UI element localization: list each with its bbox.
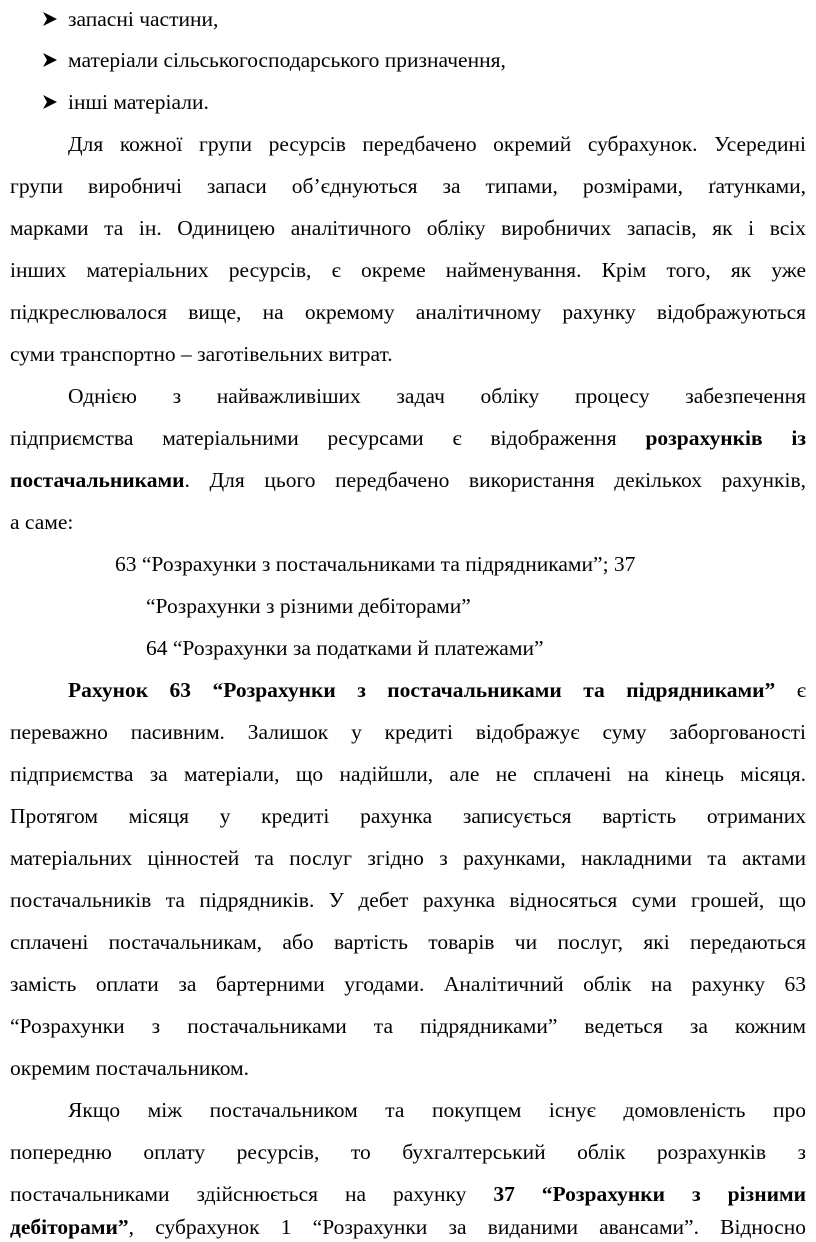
paragraph-line: дебіторами”, субрахунок 1 “Розрахунки за виданими авансами”. Відносно: [10, 1215, 806, 1239]
bold-phrase: дебіторами”: [10, 1215, 129, 1239]
paragraph-line: “Розрахунки з постачальниками та підрядниками” ведеться за кожним: [10, 1014, 806, 1038]
paragraph-line: Протягом місяця у кредиті рахунка записується вартість отриманих: [10, 804, 806, 828]
paragraph-line: постачальників та підрядників. У дебет рахунка відносяться суми грошей, що: [10, 888, 806, 912]
paragraph-line: підкреслювалося вище, на окремому аналітичному рахунку відображуються: [10, 300, 806, 324]
bullet-item: запасні частини,: [68, 7, 219, 31]
arrow-bullet-icon: [42, 87, 62, 117]
paragraph-line: постачальниками. Для цього передбачено використання декількох рахунків,: [10, 468, 806, 492]
paragraph-line: переважно пасивним. Залишок у кредиті відображує суму заборгованості: [10, 720, 806, 744]
paragraph-line: Для кожної групи ресурсів передбачено окремий субрахунок. Усередині: [68, 132, 806, 156]
bold-phrase: 37 “Розрахунки з різними: [493, 1182, 807, 1206]
paragraph-line: сплачені постачальникам, або вартість товарів чи послуг, які передаються: [10, 930, 806, 954]
paragraph-line: постачальниками здійснюється на рахунку 37 “Розрахунки з різними: [10, 1182, 807, 1206]
paragraph-line: суми транспортно – заготівельних витрат.: [10, 342, 393, 366]
bullet-item: інші матеріали.: [68, 90, 209, 114]
paragraph-line: Якщо між постачальником та покупцем існує домовленість про: [68, 1098, 806, 1122]
paragraph-line: марками та ін. Одиницею аналітичного обліку виробничих запасів, як і всіх: [10, 216, 806, 240]
bold-phrase: постачальниками: [10, 468, 185, 492]
paragraph-line: матеріальних цінностей та послуг згідно з рахунками, накладними та актами: [10, 846, 806, 870]
account-line: 63 “Розрахунки з постачальниками та підрядниками”; 37: [115, 552, 636, 576]
paragraph-line: групи виробничі запаси об’єднуються за типами, розмірами, ґатунками,: [10, 174, 806, 198]
paragraph-line: підприємства матеріальними ресурсами є відображення розрахунків із: [10, 426, 807, 450]
bold-phrase: розрахунків із: [645, 426, 807, 450]
account-line: “Розрахунки з різними дебіторами”: [146, 594, 471, 618]
bold-phrase: Рахунок 63 “Розрахунки з постачальниками та підрядниками”: [68, 678, 776, 702]
paragraph-line: попередню оплату ресурсів, то бухгалтерський облік розрахунків з: [10, 1140, 806, 1164]
paragraph-line: а саме:: [10, 510, 74, 534]
paragraph-line: окремим постачальником.: [10, 1056, 250, 1080]
arrow-bullet-icon: [42, 4, 62, 34]
paragraph-line: Рахунок 63 “Розрахунки з постачальниками та підрядниками” є: [68, 678, 806, 702]
bullet-item: матеріали сільськогосподарського призначення,: [68, 48, 506, 72]
paragraph-line: замість оплати за бартерними угодами. Аналітичний облік на рахунку 63: [10, 972, 806, 996]
account-line: 64 “Розрахунки за податками й платежами”: [146, 636, 544, 660]
paragraph-line: інших матеріальних ресурсів, є окреме найменування. Крім того, як уже: [10, 258, 806, 282]
paragraph-line: Однією з найважливіших задач обліку процесу забезпечення: [68, 384, 806, 408]
arrow-bullet-icon: [42, 45, 62, 75]
paragraph-line: підприємства за матеріали, що надійшли, але не сплачені на кінець місяця.: [10, 762, 806, 786]
